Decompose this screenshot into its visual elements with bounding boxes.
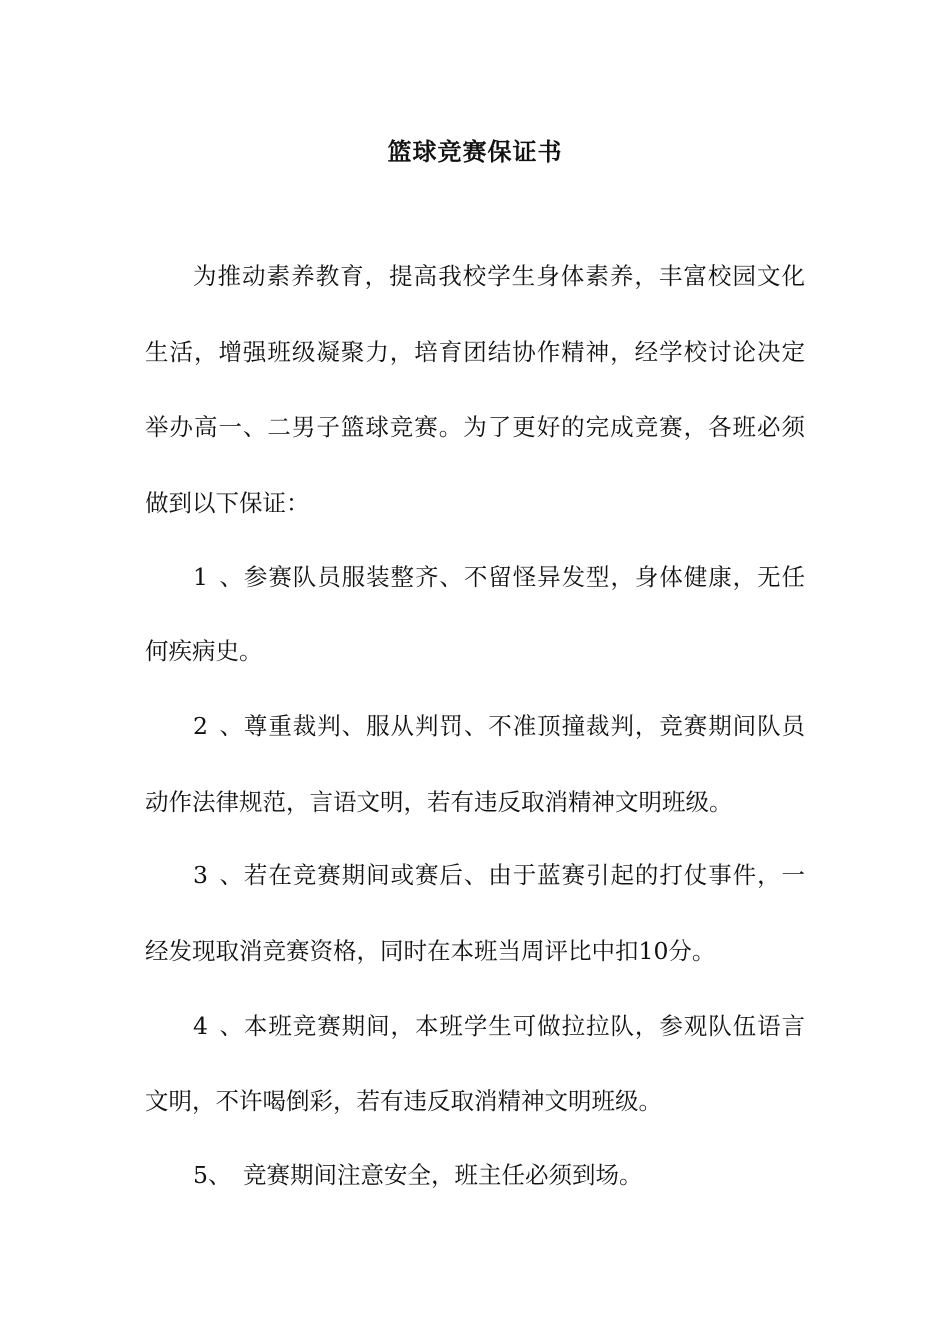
item-text: 尊重裁判、服从判罚、不准顶撞裁判，竞赛期间队员 <box>243 712 805 740</box>
list-item-4 <box>193 1007 805 1045</box>
item-number: 4、 <box>193 1012 243 1040</box>
item-number: 2、 <box>193 712 243 740</box>
item-number: 3、 <box>193 861 243 889</box>
intro-line-1: 为推动素养教育，提高我校学生身体素养，丰富校园文化 <box>193 262 805 290</box>
intro-line-3: 举办高一、二男子篮球竞赛。为了更好的完成竞赛，各班必须 <box>145 413 805 441</box>
item-text: 若在竞赛期间或赛后、由于蓝赛引起的打仗事件，一 <box>243 861 805 889</box>
item-text: 竞赛期间注意安全，班主任必须到场。 <box>243 1161 643 1189</box>
item-text: 参赛队员服装整齐、不留怪异发型，身体健康，无任 <box>243 563 805 591</box>
list-item-4-continued: 文明，不许喝倒彩，若有违反取消精神文明班级。 <box>145 1087 662 1115</box>
list-item-2 <box>193 707 805 745</box>
item-text: 本班竞赛期间，本班学生可做拉拉队，参观队伍语言 <box>243 1012 805 1040</box>
list-item-3-continued: 经发现取消竞赛资格，同时在本班当周评比中扣10分。 <box>145 937 716 965</box>
list-item-1 <box>193 558 805 596</box>
list-item-3 <box>193 856 805 894</box>
item-number: 5、 <box>193 1161 232 1189</box>
list-item-2-continued: 动作法律规范，言语文明，若有违反取消精神文明班级。 <box>145 788 733 816</box>
item-number: 1、 <box>193 563 243 591</box>
document-title: 篮球竞赛保证书 <box>387 137 563 166</box>
list-item-5 <box>193 1156 805 1194</box>
list-item-1-continued: 何疾病史。 <box>145 637 263 665</box>
intro-line-4: 做到以下保证： <box>145 489 310 517</box>
intro-line-2: 生活，增强班级凝聚力，培育团结协作精神，经学校讨论决定 <box>145 338 805 366</box>
